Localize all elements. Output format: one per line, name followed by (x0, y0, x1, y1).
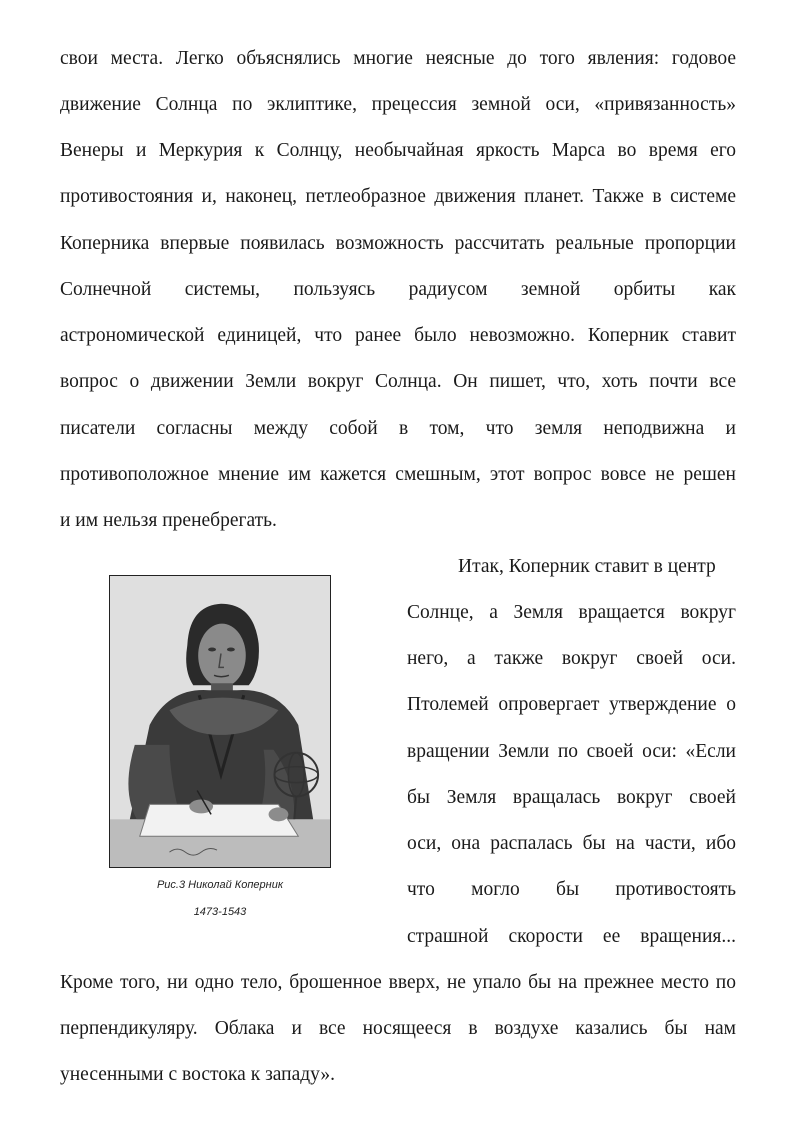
text-line: перпендикуляру. Облака и все носящееся в воздухе казались бы нам (60, 1018, 736, 1039)
text-line: Венеры и Меркурия к Солнцу, необычайная яркость Марса во время его (60, 140, 736, 161)
text-line: Итак, Коперник ставит в центр (458, 556, 716, 577)
text-line: астрономической единицей, что ранее было невозможно. Коперник ставит (60, 325, 736, 346)
text-line: Солнце, а Земля вращается вокруг (407, 602, 736, 623)
text-line: Птолемей опровергает утверждение о (407, 694, 736, 715)
text-line: что могло бы противостоять (407, 879, 736, 900)
text-line: страшной скорости ее вращения... (407, 926, 736, 947)
text-line: Коперника впервые появилась возможность рассчитать реальные пропорции (60, 233, 736, 254)
text-line: Кроме того, ни одно тело, брошенное вверх, не упало бы на прежнее место по (60, 972, 736, 993)
text-line: движение Солнца по эклиптике, прецессия земной оси, «привязанность» (60, 94, 736, 115)
figure-caption: Рис.3 Николай Коперник (156, 879, 284, 891)
text-line: писатели согласны между собой в том, что земля неподвижна и (60, 418, 736, 439)
text-line: него, а также вокруг своей оси. (407, 648, 736, 669)
text-line: вращении Земли по своей оси: «Если (407, 741, 736, 762)
portrait-engraving (110, 576, 330, 867)
text-line: противостояния и, наконец, петлеобразное движения планет. Также в системе (60, 186, 736, 207)
text-line: вопрос о движении Земли вокруг Солнца. Он пишет, что, хоть почти все (60, 371, 736, 392)
text-line: унесенными с востока к западу». (60, 1064, 336, 1085)
portrait-image (109, 575, 331, 868)
text-line: и им нельзя пренебрегать. (60, 510, 277, 531)
text-line: оси, она распалась бы на части, ибо (407, 833, 736, 854)
text-line: бы Земля вращалась вокруг своей (407, 787, 736, 808)
figure-caption-years: 1473-1543 (193, 906, 247, 918)
text-line: противоположное мнение им кажется смешным, этот вопрос вовсе не решен (60, 464, 736, 485)
text-line: свои места. Легко объяснялись многие неясные до того явления: годовое (60, 48, 736, 69)
text-line: Солнечной системы, пользуясь радиусом земной орбиты как (60, 279, 736, 300)
